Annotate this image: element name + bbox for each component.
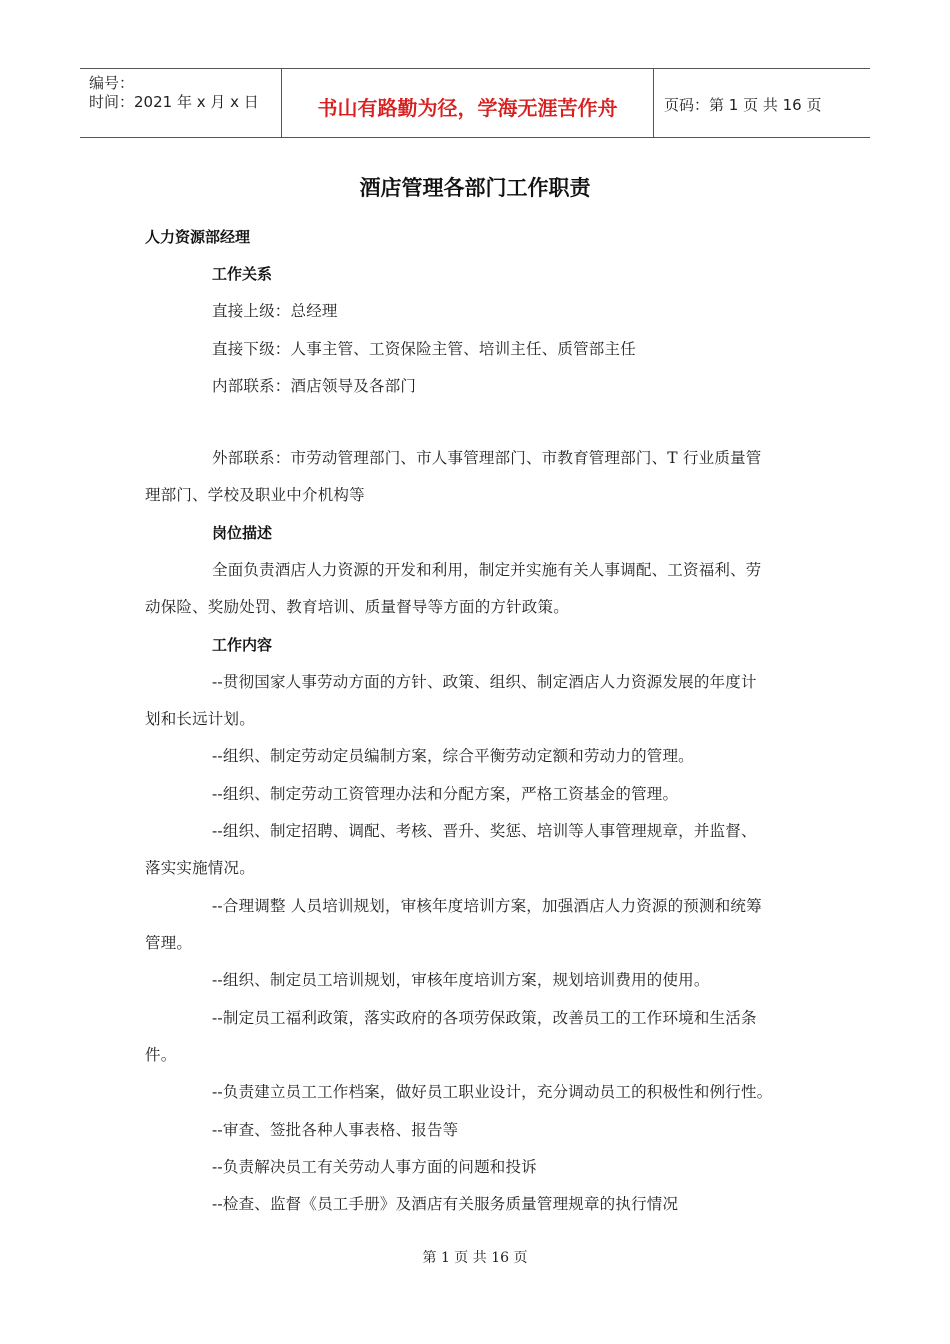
relation-superior: 直接上级：总经理: [212, 302, 338, 320]
duty-line: 管理。: [145, 934, 193, 952]
duty-line: --组织、制定劳动定员编制方案，综合平衡劳动定额和劳动力的管理。: [212, 747, 694, 765]
header-page-cell: [654, 69, 870, 137]
header-table: [80, 68, 870, 138]
document-title: 酒店管理各部门工作职责: [359, 176, 591, 200]
relation-external-line1: 外部联系：市劳动管理部门、市人事管理部门、市教育管理部门、T 行业质量管: [212, 449, 762, 467]
duty-line: --负责建立员工工作档案，做好员工职业设计，充分调动员工的积极性和例行性。: [212, 1083, 773, 1101]
duty-line: --审查、签批各种人事表格、报告等: [212, 1121, 459, 1139]
description-line2: 动保险、奖励处罚、教育培训、质量督导等方面的方针政策。: [145, 598, 569, 616]
document-date: 时间：2021 年 x 月 x 日: [89, 93, 259, 111]
duty-line: --检查、监督《员工手册》及酒店有关服务质量管理规章的执行情况: [212, 1195, 679, 1213]
duty-line: 划和长远计划。: [145, 710, 255, 728]
duty-line: --组织、制定劳动工资管理办法和分配方案，严格工资基金的管理。: [212, 785, 679, 803]
relation-external-line2: 理部门、学校及职业中介机构等: [145, 486, 365, 504]
duty-line: --制定员工福利政策，落实政府的各项劳保政策，改善员工的工作环境和生活条: [212, 1009, 757, 1027]
page-footer: 第 1 页 共 16 页: [422, 1250, 528, 1266]
header-page-info: 页码：第 1 页 共 16 页: [664, 96, 822, 114]
duty-line: --负责解决员工有关劳动人事方面的问题和投诉: [212, 1158, 537, 1176]
duty-line: --组织、制定员工培训规划，审核年度培训方案，规划培训费用的使用。: [212, 971, 710, 989]
description-heading: 岗位描述: [212, 524, 273, 542]
duties-heading: 工作内容: [212, 636, 273, 654]
relations-heading: 工作关系: [212, 265, 273, 283]
relation-subordinates: 直接下级：人事主管、工资保险主管、培训主任、质管部主任: [212, 340, 636, 358]
duty-line: --贯彻国家人事劳动方面的方针、政策、组织、制定酒店人力资源发展的年度计: [212, 673, 757, 691]
relation-internal: 内部联系：酒店领导及各部门: [212, 377, 417, 395]
duty-line: --合理调整 人员培训规划，审核年度培训方案，加强酒店人力资源的预测和统筹: [212, 897, 762, 915]
header-motto-cell: [282, 69, 654, 137]
position-heading: 人力资源部经理: [145, 228, 251, 246]
header-meta-cell: [80, 69, 282, 137]
duty-line: 落实实施情况。: [145, 859, 255, 877]
description-line1: 全面负责酒店人力资源的开发和利用，制定并实施有关人事调配、工资福利、劳: [212, 561, 762, 579]
duty-line: --组织、制定招聘、调配、考核、晋升、奖惩、培训等人事管理规章，并监督、: [212, 822, 757, 840]
document-number-label: 编号：: [89, 74, 135, 92]
duty-line: 件。: [145, 1046, 177, 1064]
motto-text: 书山有路勤为径，学海无涯苦作舟: [317, 96, 618, 120]
